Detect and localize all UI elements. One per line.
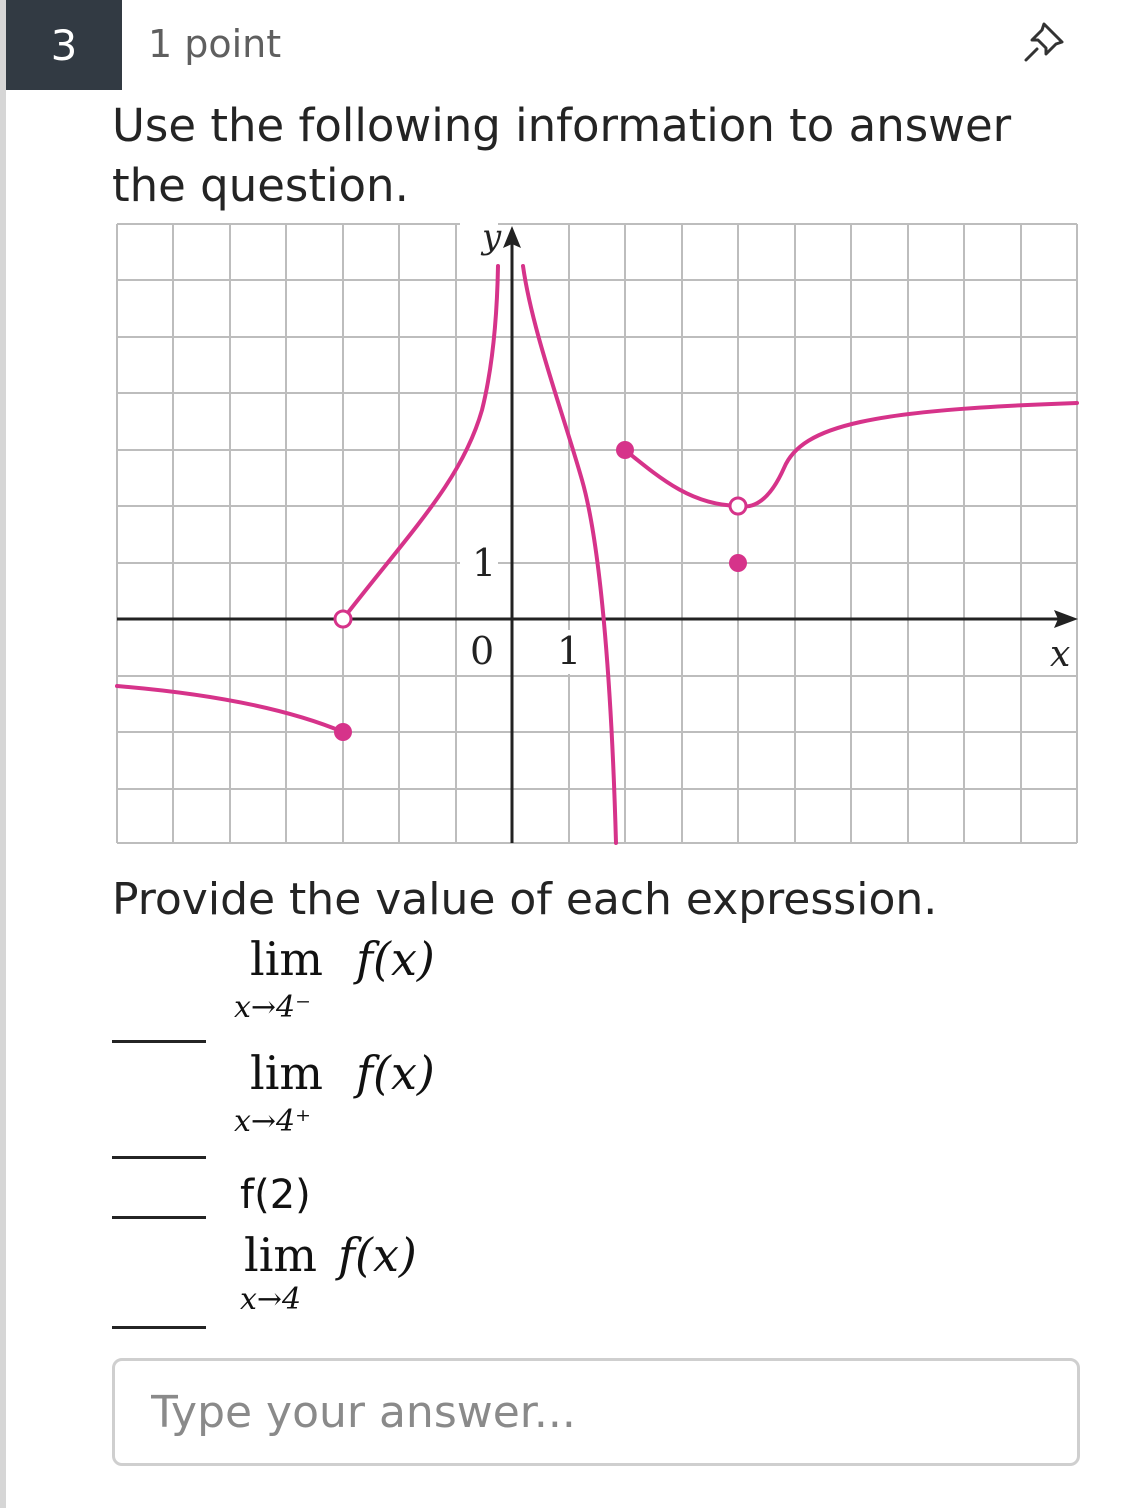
instruction-text: Provide the value of each expression. [112, 874, 938, 925]
tick-label-origin: 0 [470, 629, 495, 673]
axis-label-x: x [1050, 634, 1071, 675]
expression-4 [240, 1228, 480, 1328]
pin-icon[interactable] [1020, 14, 1072, 66]
answer-input[interactable] [115, 1361, 1077, 1463]
graph-points [334, 441, 747, 741]
graph-grid [117, 224, 1077, 843]
answer-blank-3 [112, 1216, 206, 1219]
function-text: f(x) [356, 932, 435, 986]
closed-dot [334, 723, 352, 741]
graph-axes [117, 226, 1078, 843]
tick-label-y1: 1 [472, 541, 497, 585]
question-number: 3 [6, 0, 122, 90]
expression-2 [234, 1046, 480, 1146]
limit-subscript: x→4⁺ [234, 1104, 311, 1139]
answer-blank-4 [112, 1326, 206, 1329]
expression-1 [234, 932, 480, 1032]
limit-subscript: x→4 [240, 1282, 302, 1317]
axis-label-y: y [482, 220, 502, 257]
function-text: f(x) [338, 1228, 417, 1282]
lim-text: lim [250, 1046, 324, 1100]
open-dot [335, 611, 351, 627]
function-curve [117, 266, 1077, 843]
limit-subscript: x→4⁻ [234, 990, 311, 1025]
answer-box [112, 1358, 1080, 1466]
closed-dot [729, 554, 747, 572]
question-prompt: Use the following information to answer the question. [112, 99, 1012, 212]
expression-3: f(2) [240, 1172, 311, 1218]
answer-blank-2 [112, 1156, 206, 1159]
function-graph [112, 220, 1080, 846]
left-rail [0, 0, 6, 1508]
closed-dot [616, 441, 634, 459]
lim-text: lim [250, 932, 324, 986]
open-dot [730, 498, 746, 514]
question-points: 1 point [148, 22, 282, 66]
lim-text: lim [244, 1228, 318, 1282]
tick-label-x1: 1 [557, 629, 582, 673]
function-text: f(x) [356, 1046, 435, 1100]
answer-blank-1 [112, 1040, 206, 1043]
